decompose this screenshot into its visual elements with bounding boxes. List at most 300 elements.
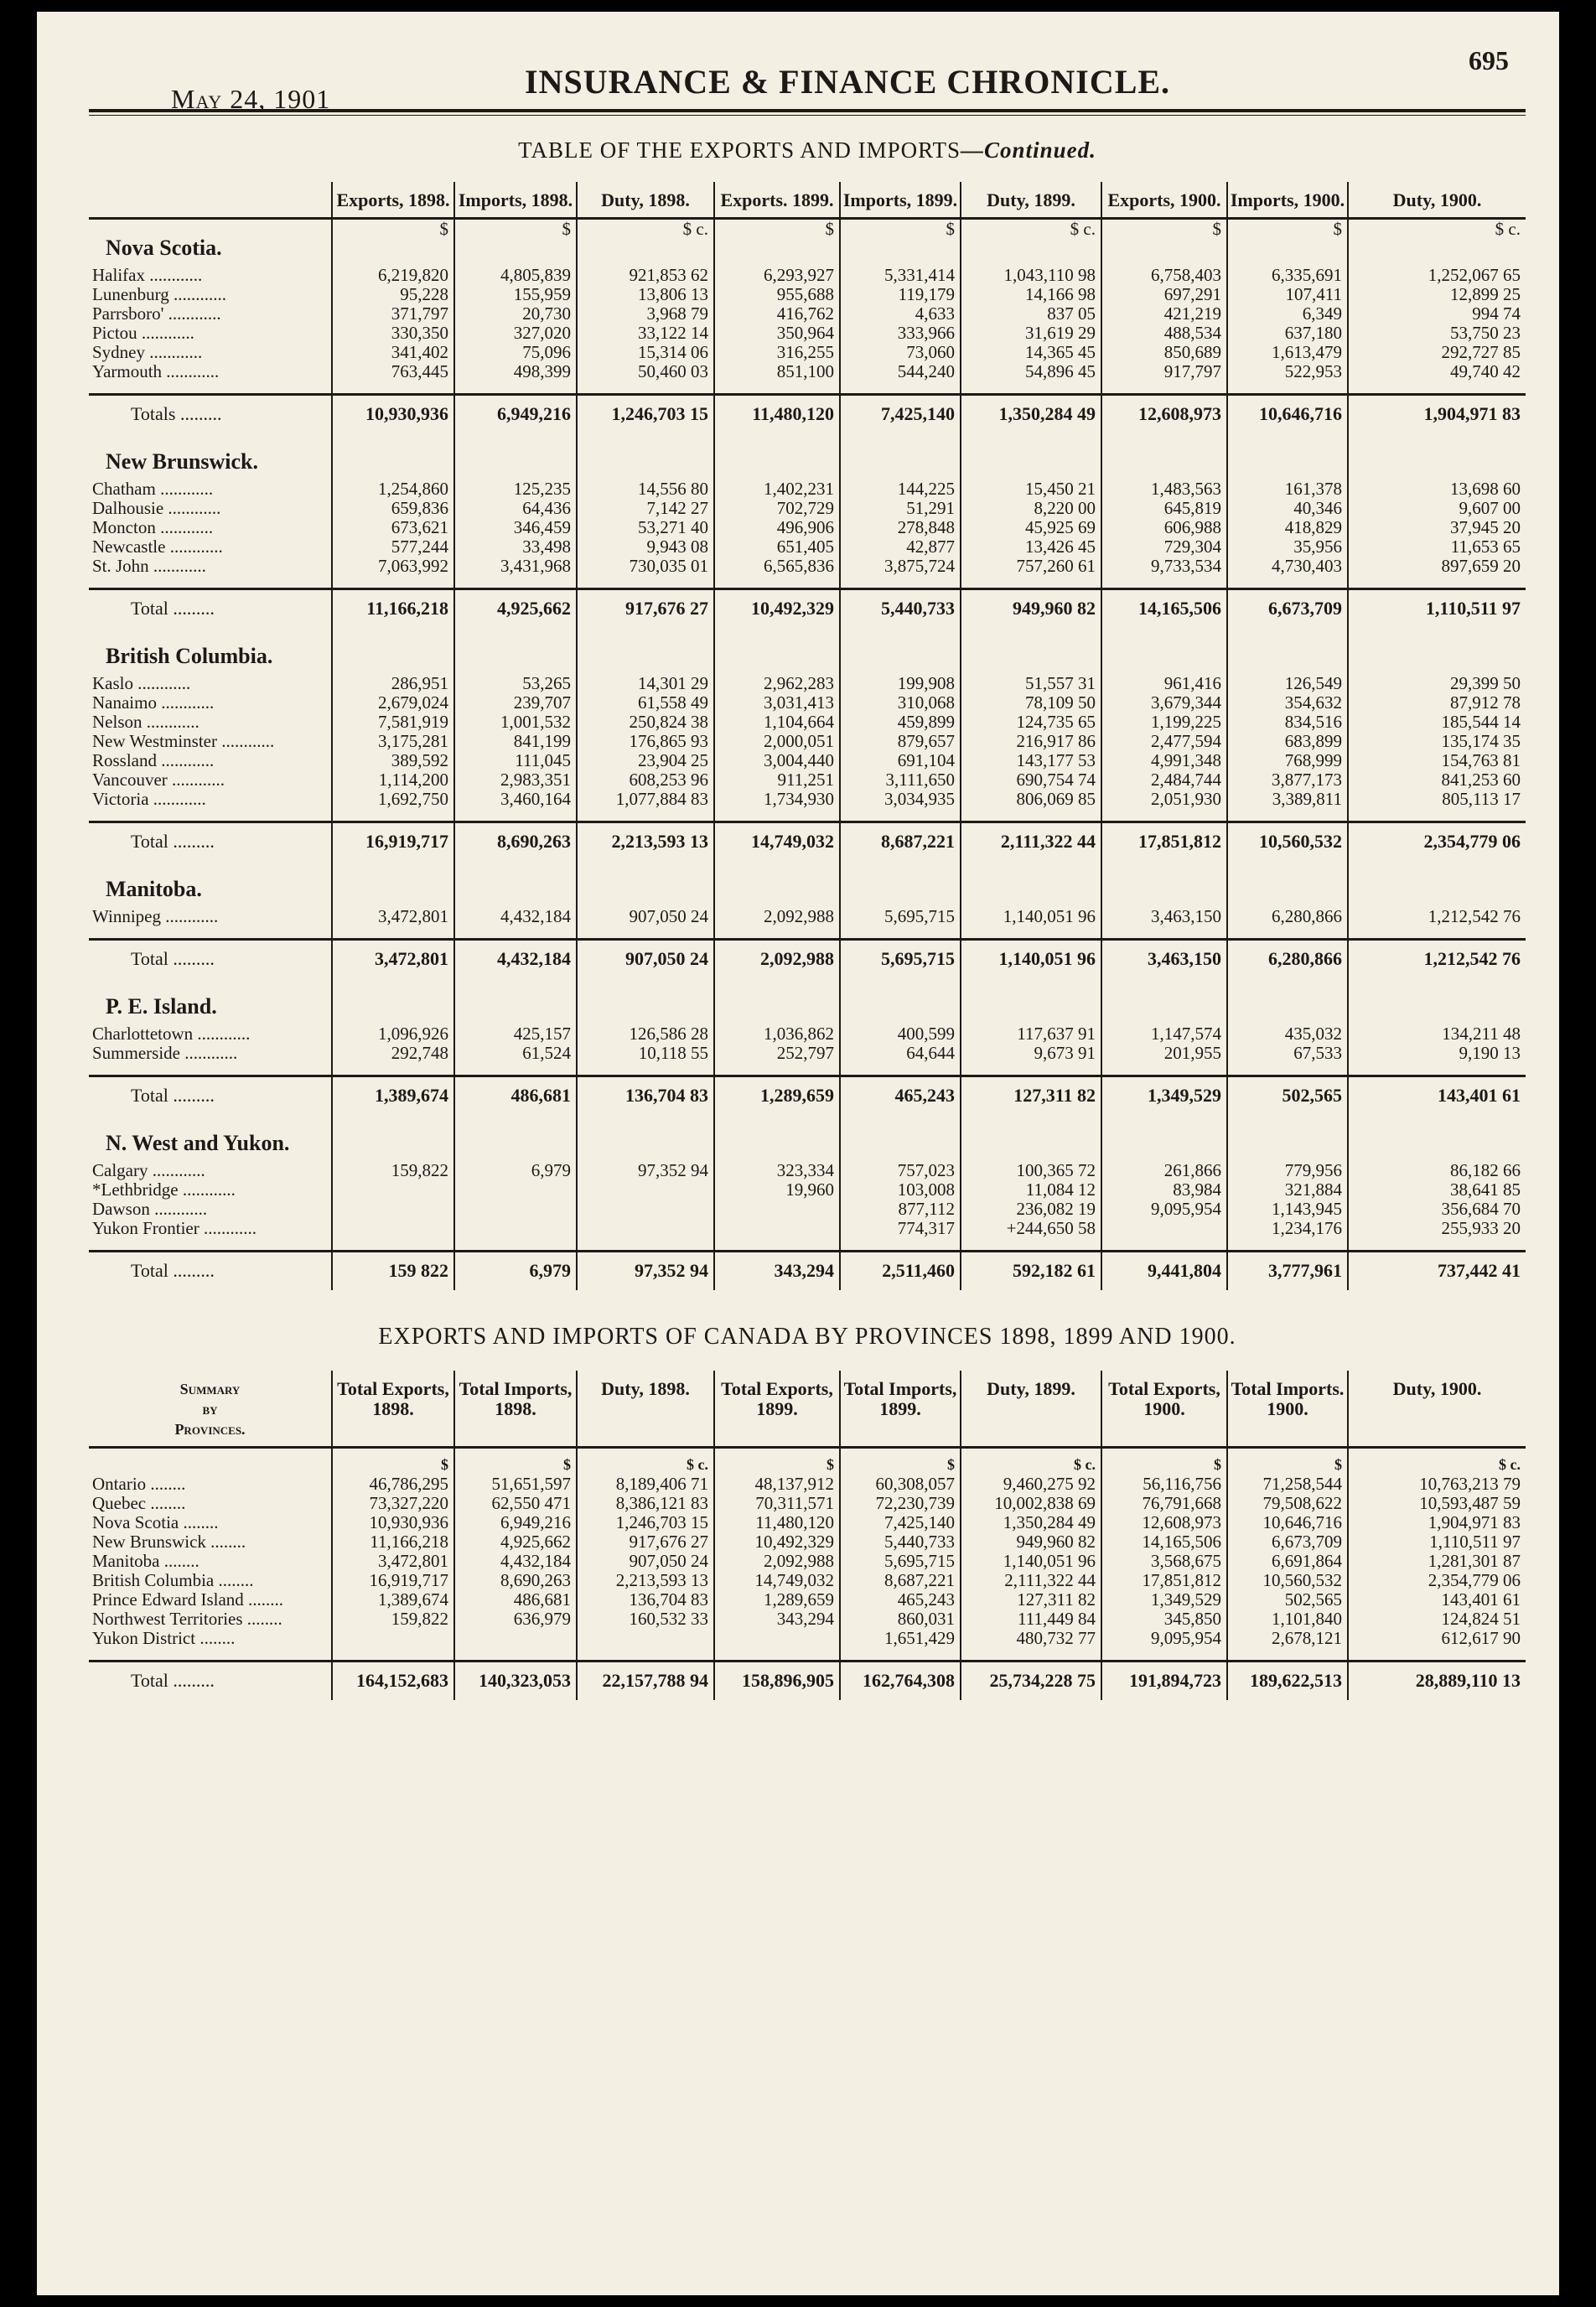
section-total-row-cell: 6,673,709 <box>1227 589 1348 629</box>
section-title-row <box>89 1115 1526 1161</box>
port-row-cell: 255,933 20 <box>1348 1219 1526 1238</box>
port-row-cell: 7,142 27 <box>577 499 714 518</box>
port-row-label: Chatham ............ <box>92 480 214 499</box>
province-row-cell: 79,508,622 <box>1227 1494 1348 1513</box>
port-row-cell: 117,637 91 <box>961 1024 1101 1044</box>
spacer-row-label <box>89 381 332 395</box>
section-total-row-cell: 10,646,716 <box>1227 395 1348 434</box>
section-title-row <box>89 978 1526 1024</box>
port-row-cell: 199,908 <box>840 674 961 693</box>
section-total-row-cell: 2,213,593 13 <box>577 822 714 862</box>
table2-col-header: Duty, 1899. <box>961 1371 1101 1448</box>
port-row-cell: 3,875,724 <box>840 557 961 576</box>
unit-cell <box>961 861 1101 907</box>
port-row-cell: 1,613,479 <box>1227 343 1348 362</box>
port-row-cell: 9,943 08 <box>577 537 714 557</box>
port-row-cell: 544,240 <box>840 362 961 381</box>
port-row-cell: 921,853 62 <box>577 266 714 285</box>
port-row-cell: 879,657 <box>840 732 961 751</box>
port-row-cell: 14,556 80 <box>577 480 714 499</box>
section-total-row-cell: 14,165,506 <box>1101 589 1227 629</box>
unit-cell <box>332 978 454 1024</box>
port-row-cell: 154,763 81 <box>1348 751 1526 770</box>
section-total-row <box>89 1076 1526 1116</box>
unit-cell: $ <box>714 219 840 267</box>
spacer-row-cell <box>714 926 840 940</box>
port-row <box>89 674 1526 693</box>
port-row <box>89 1024 1526 1044</box>
port-row-cell: 50,460 03 <box>577 362 714 381</box>
port-row-cell: 95,228 <box>332 285 454 304</box>
section-total-row-label: Total ......... <box>89 822 332 862</box>
section-total-row-cell: 12,608,973 <box>1101 395 1227 434</box>
province-row <box>89 1571 1526 1590</box>
summary-total-row-cell: 158,896,905 <box>714 1662 840 1701</box>
page <box>37 12 1559 2295</box>
port-row-cell: 53,265 <box>454 674 577 693</box>
spacer-row-cell <box>1227 809 1348 822</box>
spacer-row-cell <box>332 1648 454 1662</box>
province-row-label: British Columbia ........ <box>92 1571 254 1590</box>
port-row-cell: 236,082 19 <box>961 1200 1101 1219</box>
province-row-cell: 6,949,216 <box>454 1513 577 1532</box>
port-row-cell: 806,069 85 <box>961 790 1101 809</box>
unit-cell <box>714 978 840 1024</box>
port-row-cell: 6,219,820 <box>332 266 454 285</box>
port-row-cell: 143,177 53 <box>961 751 1101 770</box>
unit-cell <box>840 1115 961 1161</box>
port-row-label: Newcastle ............ <box>92 537 223 557</box>
port-row-cell: 78,109 50 <box>961 693 1101 713</box>
spacer-row-label <box>89 809 332 822</box>
spacer-row-cell <box>1101 1648 1227 1662</box>
table1-col-header: Duty, 1898. <box>577 182 714 219</box>
spacer-row-cell <box>332 381 454 395</box>
province-row-cell: 143,401 61 <box>1348 1590 1526 1610</box>
port-row-cell: 3,877,173 <box>1227 770 1348 790</box>
unit-cell <box>577 628 714 674</box>
summary-by-provinces-table <box>89 1371 1526 1700</box>
port-row-cell: 577,244 <box>332 537 454 557</box>
table2-col-header: Total Exports, 1900. <box>1101 1371 1227 1448</box>
unit-cell <box>714 861 840 907</box>
section-total-row-cell: 6,280,866 <box>1227 940 1348 979</box>
port-row-cell: 779,956 <box>1227 1161 1348 1180</box>
section-title: Manitoba. <box>106 877 202 901</box>
port-row-cell: 851,100 <box>714 362 840 381</box>
section-total-row-cell: 737,442 41 <box>1348 1252 1526 1291</box>
spacer-row-cell <box>714 1238 840 1252</box>
port-row-cell <box>332 1219 454 1238</box>
section-total-row-cell: 6,949,216 <box>454 395 577 434</box>
port-row-cell: 1,147,574 <box>1101 1024 1227 1044</box>
spacer-row-cell <box>1101 1063 1227 1076</box>
province-row-cell: 136,704 83 <box>577 1590 714 1610</box>
port-row-cell: 697,291 <box>1101 285 1227 304</box>
spacer-row-cell <box>961 1648 1101 1662</box>
port-row-label: Nelson ............ <box>92 713 200 732</box>
port-row-cell: 126,586 28 <box>577 1024 714 1044</box>
section-total-row-cell: 1,110,511 97 <box>1348 589 1526 629</box>
port-row-cell: 87,912 78 <box>1348 693 1526 713</box>
port-row <box>89 790 1526 809</box>
province-row-cell: 1,110,511 97 <box>1348 1532 1526 1552</box>
section-total-row-cell: 136,704 83 <box>577 1076 714 1116</box>
province-row-cell: 907,050 24 <box>577 1552 714 1571</box>
province-row-cell: 465,243 <box>840 1590 961 1610</box>
spacer-row-cell <box>1348 1648 1526 1662</box>
unit-cell <box>1101 978 1227 1024</box>
port-row-cell: 1,036,862 <box>714 1024 840 1044</box>
unit-cell <box>1348 433 1526 480</box>
port-row-label: Summerside ............ <box>92 1044 238 1063</box>
port-row-cell: 4,432,184 <box>454 907 577 926</box>
port-row-label: Dalhousie ............ <box>92 499 221 518</box>
spacer-row-cell <box>840 1648 961 1662</box>
province-row-cell: 4,925,662 <box>454 1532 577 1552</box>
port-row-cell: 9,095,954 <box>1101 1200 1227 1219</box>
section-total-row-cell: 11,480,120 <box>714 395 840 434</box>
province-row-cell: 5,695,715 <box>840 1552 961 1571</box>
port-row-cell: 1,104,664 <box>714 713 840 732</box>
port-row-cell <box>332 1180 454 1200</box>
port-row-label: Parrsboro' ............ <box>92 304 221 324</box>
spacer-row-cell <box>332 1063 454 1076</box>
section-total-row-cell: 1,389,674 <box>332 1076 454 1116</box>
spacer-row-cell <box>577 381 714 395</box>
port-row-cell: 346,459 <box>454 518 577 537</box>
port-row-cell: 6,349 <box>1227 304 1348 324</box>
province-row-cell: 14,165,506 <box>1101 1532 1227 1552</box>
province-row-cell: 2,092,988 <box>714 1552 840 1571</box>
spacer-row-cell <box>332 809 454 822</box>
unit-cell <box>577 433 714 480</box>
section-total-row-cell: 5,695,715 <box>840 940 961 979</box>
port-row-cell: 356,684 70 <box>1348 1200 1526 1219</box>
province-row-cell <box>454 1629 577 1648</box>
province-row-cell: 56,116,756 <box>1101 1475 1227 1494</box>
port-row-cell: 4,633 <box>840 304 961 324</box>
port-row-cell: 5,331,414 <box>840 266 961 285</box>
port-row-cell: 1,212,542 76 <box>1348 907 1526 926</box>
section-title: P. E. Island. <box>106 994 217 1019</box>
port-row <box>89 1200 1526 1219</box>
province-row <box>89 1532 1526 1552</box>
port-row-label: Kaslo ............ <box>92 674 191 693</box>
table1-col-header: Imports, 1900. <box>1227 182 1348 219</box>
spacer-row-cell <box>1227 381 1348 395</box>
spacer-row-cell <box>1348 926 1526 940</box>
port-row-cell <box>454 1219 577 1238</box>
port-row-label: Nanaimo ............ <box>92 693 215 713</box>
summary-total-row <box>89 1662 1526 1701</box>
port-row-label: Sydney ............ <box>92 343 203 362</box>
section-total-row-label: Total ......... <box>89 589 332 629</box>
port-row-cell: 341,402 <box>332 343 454 362</box>
port-row-cell: 955,688 <box>714 285 840 304</box>
section-total-row-cell: 2,092,988 <box>714 940 840 979</box>
spacer-row-cell <box>454 1648 577 1662</box>
unit-cell <box>454 978 577 1024</box>
province-row-cell: 12,608,973 <box>1101 1513 1227 1532</box>
port-row-cell: 53,271 40 <box>577 518 714 537</box>
spacer-row-cell <box>1348 576 1526 589</box>
section-total-row-label: Total ......... <box>89 1252 332 1291</box>
province-row-cell: 4,432,184 <box>454 1552 577 1571</box>
port-row-cell: 10,118 55 <box>577 1044 714 1063</box>
port-row-cell: 911,251 <box>714 770 840 790</box>
province-row-cell: 502,565 <box>1227 1590 1348 1610</box>
header-rule-thin <box>89 115 1526 116</box>
port-row-cell: 1,114,200 <box>332 770 454 790</box>
port-row <box>89 499 1526 518</box>
province-row-cell: 11,480,120 <box>714 1513 840 1532</box>
port-row-cell <box>454 1180 577 1200</box>
province-row-cell: 10,763,213 79 <box>1348 1475 1526 1494</box>
port-row-cell: 14,365 45 <box>961 343 1101 362</box>
port-row-cell: 35,956 <box>1227 537 1348 557</box>
table2-col-header: Duty, 1900. <box>1348 1371 1526 1448</box>
spacer-row-cell <box>577 1648 714 1662</box>
port-row-cell: 42,877 <box>840 537 961 557</box>
province-row <box>89 1475 1526 1494</box>
section-title-row <box>89 433 1526 480</box>
section-total-row-cell: 8,690,263 <box>454 822 577 862</box>
spacer-row-cell <box>714 1648 840 1662</box>
section-total-row-cell: 502,565 <box>1227 1076 1348 1116</box>
province-row-cell: 7,425,140 <box>840 1513 961 1532</box>
section-total-row-cell: 1,246,703 15 <box>577 395 714 434</box>
port-row-cell: 1,140,051 96 <box>961 907 1101 926</box>
unit-cell <box>454 433 577 480</box>
spacer-row-cell <box>1348 809 1526 822</box>
port-row-cell: 49,740 42 <box>1348 362 1526 381</box>
province-row-label: Ontario ........ <box>92 1475 186 1494</box>
province-row-cell: 6,691,864 <box>1227 1552 1348 1571</box>
port-row-cell: 3,031,413 <box>714 693 840 713</box>
port-row-cell: 176,865 93 <box>577 732 714 751</box>
spacer-row-cell <box>577 576 714 589</box>
spacer-row-cell <box>332 1238 454 1252</box>
spacer-row-label <box>89 1238 332 1252</box>
unit-cell <box>577 1115 714 1161</box>
table1-col-header: Exports, 1898. <box>332 182 454 219</box>
section-total-row-cell: 343,294 <box>714 1252 840 1291</box>
port-row-cell: 83,984 <box>1101 1180 1227 1200</box>
table2-col-header: Total Imports. 1900. <box>1227 1371 1348 1448</box>
port-row-cell: 51,557 31 <box>961 674 1101 693</box>
province-row <box>89 1590 1526 1610</box>
port-row-cell: 757,023 <box>840 1161 961 1180</box>
port-row-cell: 690,754 74 <box>961 770 1101 790</box>
section-total-row <box>89 395 1526 434</box>
spacer-row-cell <box>577 1063 714 1076</box>
port-row-cell: 877,112 <box>840 1200 961 1219</box>
port-row-cell: 13,698 60 <box>1348 480 1526 499</box>
table1-body <box>89 219 1526 1291</box>
province-row-cell: 14,749,032 <box>714 1571 840 1590</box>
port-row-cell: 8,220 00 <box>961 499 1101 518</box>
port-row-cell: 278,848 <box>840 518 961 537</box>
port-row <box>89 1161 1526 1180</box>
port-row-cell: 119,179 <box>840 285 961 304</box>
port-row-cell: 421,219 <box>1101 304 1227 324</box>
port-row-cell: 730,035 01 <box>577 557 714 576</box>
unit-row-cell: $ <box>840 1448 961 1475</box>
province-row-cell: 480,732 77 <box>961 1629 1101 1648</box>
section-title: British Columbia. <box>106 644 273 668</box>
province-row-cell: 159,822 <box>332 1610 454 1629</box>
province-row-cell: 1,904,971 83 <box>1348 1513 1526 1532</box>
running-head <box>89 12 1526 114</box>
spacer-row-cell <box>961 809 1101 822</box>
unit-cell <box>1227 861 1348 907</box>
unit-row <box>89 1448 1526 1475</box>
section-total-row-label: Totals ......... <box>89 395 332 434</box>
port-row-cell: 994 74 <box>1348 304 1526 324</box>
page-number: 695 <box>1469 45 1509 75</box>
spacer-row <box>89 1063 1526 1076</box>
province-row-cell: 1,101,840 <box>1227 1610 1348 1629</box>
port-row-cell: 97,352 94 <box>577 1161 714 1180</box>
port-row-cell: 20,730 <box>454 304 577 324</box>
port-row-cell <box>1101 1219 1227 1238</box>
port-row-cell: 135,174 35 <box>1348 732 1526 751</box>
port-row-cell: 7,581,919 <box>332 713 454 732</box>
section-total-row-cell: 10,930,936 <box>332 395 454 434</box>
province-row-label: Northwest Territories ........ <box>92 1610 282 1629</box>
port-row-cell: 23,904 25 <box>577 751 714 770</box>
port-row-cell: 917,797 <box>1101 362 1227 381</box>
unit-cell <box>961 978 1101 1024</box>
spacer-row-label <box>89 576 332 589</box>
port-row-label: Halifax ............ <box>92 266 203 285</box>
port-row-cell: 323,334 <box>714 1161 840 1180</box>
province-row-cell: 636,979 <box>454 1610 577 1629</box>
unit-cell <box>840 628 961 674</box>
unit-row-cell: $ <box>714 1448 840 1475</box>
port-row-cell: 5,695,715 <box>840 907 961 926</box>
port-row-cell: 144,225 <box>840 480 961 499</box>
unit-cell <box>332 1115 454 1161</box>
table1-col-header: Imports, 1899. <box>840 182 961 219</box>
port-row <box>89 732 1526 751</box>
port-row-cell: 400,599 <box>840 1024 961 1044</box>
unit-cell <box>961 433 1101 480</box>
section-total-row-cell: 6,979 <box>454 1252 577 1291</box>
spacer-row-cell <box>1227 1063 1348 1076</box>
unit-cell <box>1101 433 1227 480</box>
section-title-row <box>89 628 1526 674</box>
unit-cell <box>332 861 454 907</box>
port-row <box>89 751 1526 770</box>
spacer-row-cell <box>840 809 961 822</box>
province-row-cell: 3,472,801 <box>332 1552 454 1571</box>
spacer-row-cell <box>1101 926 1227 940</box>
section-total-row-cell: 1,140,051 96 <box>961 940 1101 979</box>
port-row-cell: 606,988 <box>1101 518 1227 537</box>
province-row-cell: 9,460,275 92 <box>961 1475 1101 1494</box>
province-row-cell: 73,327,220 <box>332 1494 454 1513</box>
spacer-row-cell <box>961 1063 1101 1076</box>
province-row-cell: 10,560,532 <box>1227 1571 1348 1590</box>
port-row-cell: 310,068 <box>840 693 961 713</box>
port-row-cell: 19,960 <box>714 1180 840 1200</box>
section-total-row-cell: 14,749,032 <box>714 822 840 862</box>
port-row-cell: 134,211 48 <box>1348 1024 1526 1044</box>
port-row-cell: 11,084 12 <box>961 1180 1101 1200</box>
port-row-cell: 126,549 <box>1227 674 1348 693</box>
port-row-cell: 124,735 65 <box>961 713 1101 732</box>
port-row-cell: 1,402,231 <box>714 480 840 499</box>
port-row-label: Calgary ............ <box>92 1161 205 1180</box>
port-row <box>89 324 1526 343</box>
province-row <box>89 1494 1526 1513</box>
table2-header-row <box>89 1371 1526 1448</box>
spacer-row-cell <box>714 381 840 395</box>
province-row <box>89 1513 1526 1532</box>
section-total-row-cell: 2,111,322 44 <box>961 822 1101 862</box>
port-row-cell: 763,445 <box>332 362 454 381</box>
section-total-row-cell: 907,050 24 <box>577 940 714 979</box>
province-row-cell: 1,389,674 <box>332 1590 454 1610</box>
spacer-row-cell <box>454 1063 577 1076</box>
port-row-cell: 14,166 98 <box>961 285 1101 304</box>
unit-cell <box>714 1115 840 1161</box>
port-row-cell: 111,045 <box>454 751 577 770</box>
province-row-cell: 917,676 27 <box>577 1532 714 1552</box>
port-row-cell: 1,483,563 <box>1101 480 1227 499</box>
port-row-cell <box>577 1180 714 1200</box>
port-row-cell: 371,797 <box>332 304 454 324</box>
province-row-cell: 10,593,487 59 <box>1348 1494 1526 1513</box>
section-total-row-cell: 465,243 <box>840 1076 961 1116</box>
spacer-row-cell <box>1227 1238 1348 1252</box>
port-row-cell: 40,346 <box>1227 499 1348 518</box>
section-total-row-cell: 4,925,662 <box>454 589 577 629</box>
port-row-cell: 155,959 <box>454 285 577 304</box>
table1-col-header: Exports, 1900. <box>1101 182 1227 219</box>
unit-cell <box>454 861 577 907</box>
port-row-cell: 51,291 <box>840 499 961 518</box>
port-row-cell: 907,050 24 <box>577 907 714 926</box>
province-row-cell: 2,354,779 06 <box>1348 1571 1526 1590</box>
port-row <box>89 1219 1526 1238</box>
port-row-cell: 216,917 86 <box>961 732 1101 751</box>
port-row-cell: 15,314 06 <box>577 343 714 362</box>
port-row-cell: 239,707 <box>454 693 577 713</box>
summary-total-row-cell: 164,152,683 <box>332 1662 454 1701</box>
spacer-row-cell <box>714 576 840 589</box>
table1-title-text: TABLE OF THE EXPORTS AND IMPORTS <box>518 137 961 163</box>
province-row-label: New Brunswick ........ <box>92 1532 246 1552</box>
spacer-row-cell <box>1227 926 1348 940</box>
table2-col-header: Total Exports, 1899. <box>714 1371 840 1448</box>
port-row <box>89 770 1526 790</box>
port-row-cell: 73,060 <box>840 343 961 362</box>
port-row-cell: 14,301 29 <box>577 674 714 693</box>
spacer-row-cell <box>840 1063 961 1076</box>
province-row-label: Manitoba ........ <box>92 1552 200 1571</box>
port-row-cell: 12,899 25 <box>1348 285 1526 304</box>
port-row-cell: 31,619 29 <box>961 324 1101 343</box>
unit-cell: $ <box>332 219 454 267</box>
spacer-row <box>89 1648 1526 1662</box>
spacer-row-cell <box>840 381 961 395</box>
section-total-row <box>89 1252 1526 1291</box>
unit-cell <box>1101 1115 1227 1161</box>
spacer-row-cell <box>961 576 1101 589</box>
